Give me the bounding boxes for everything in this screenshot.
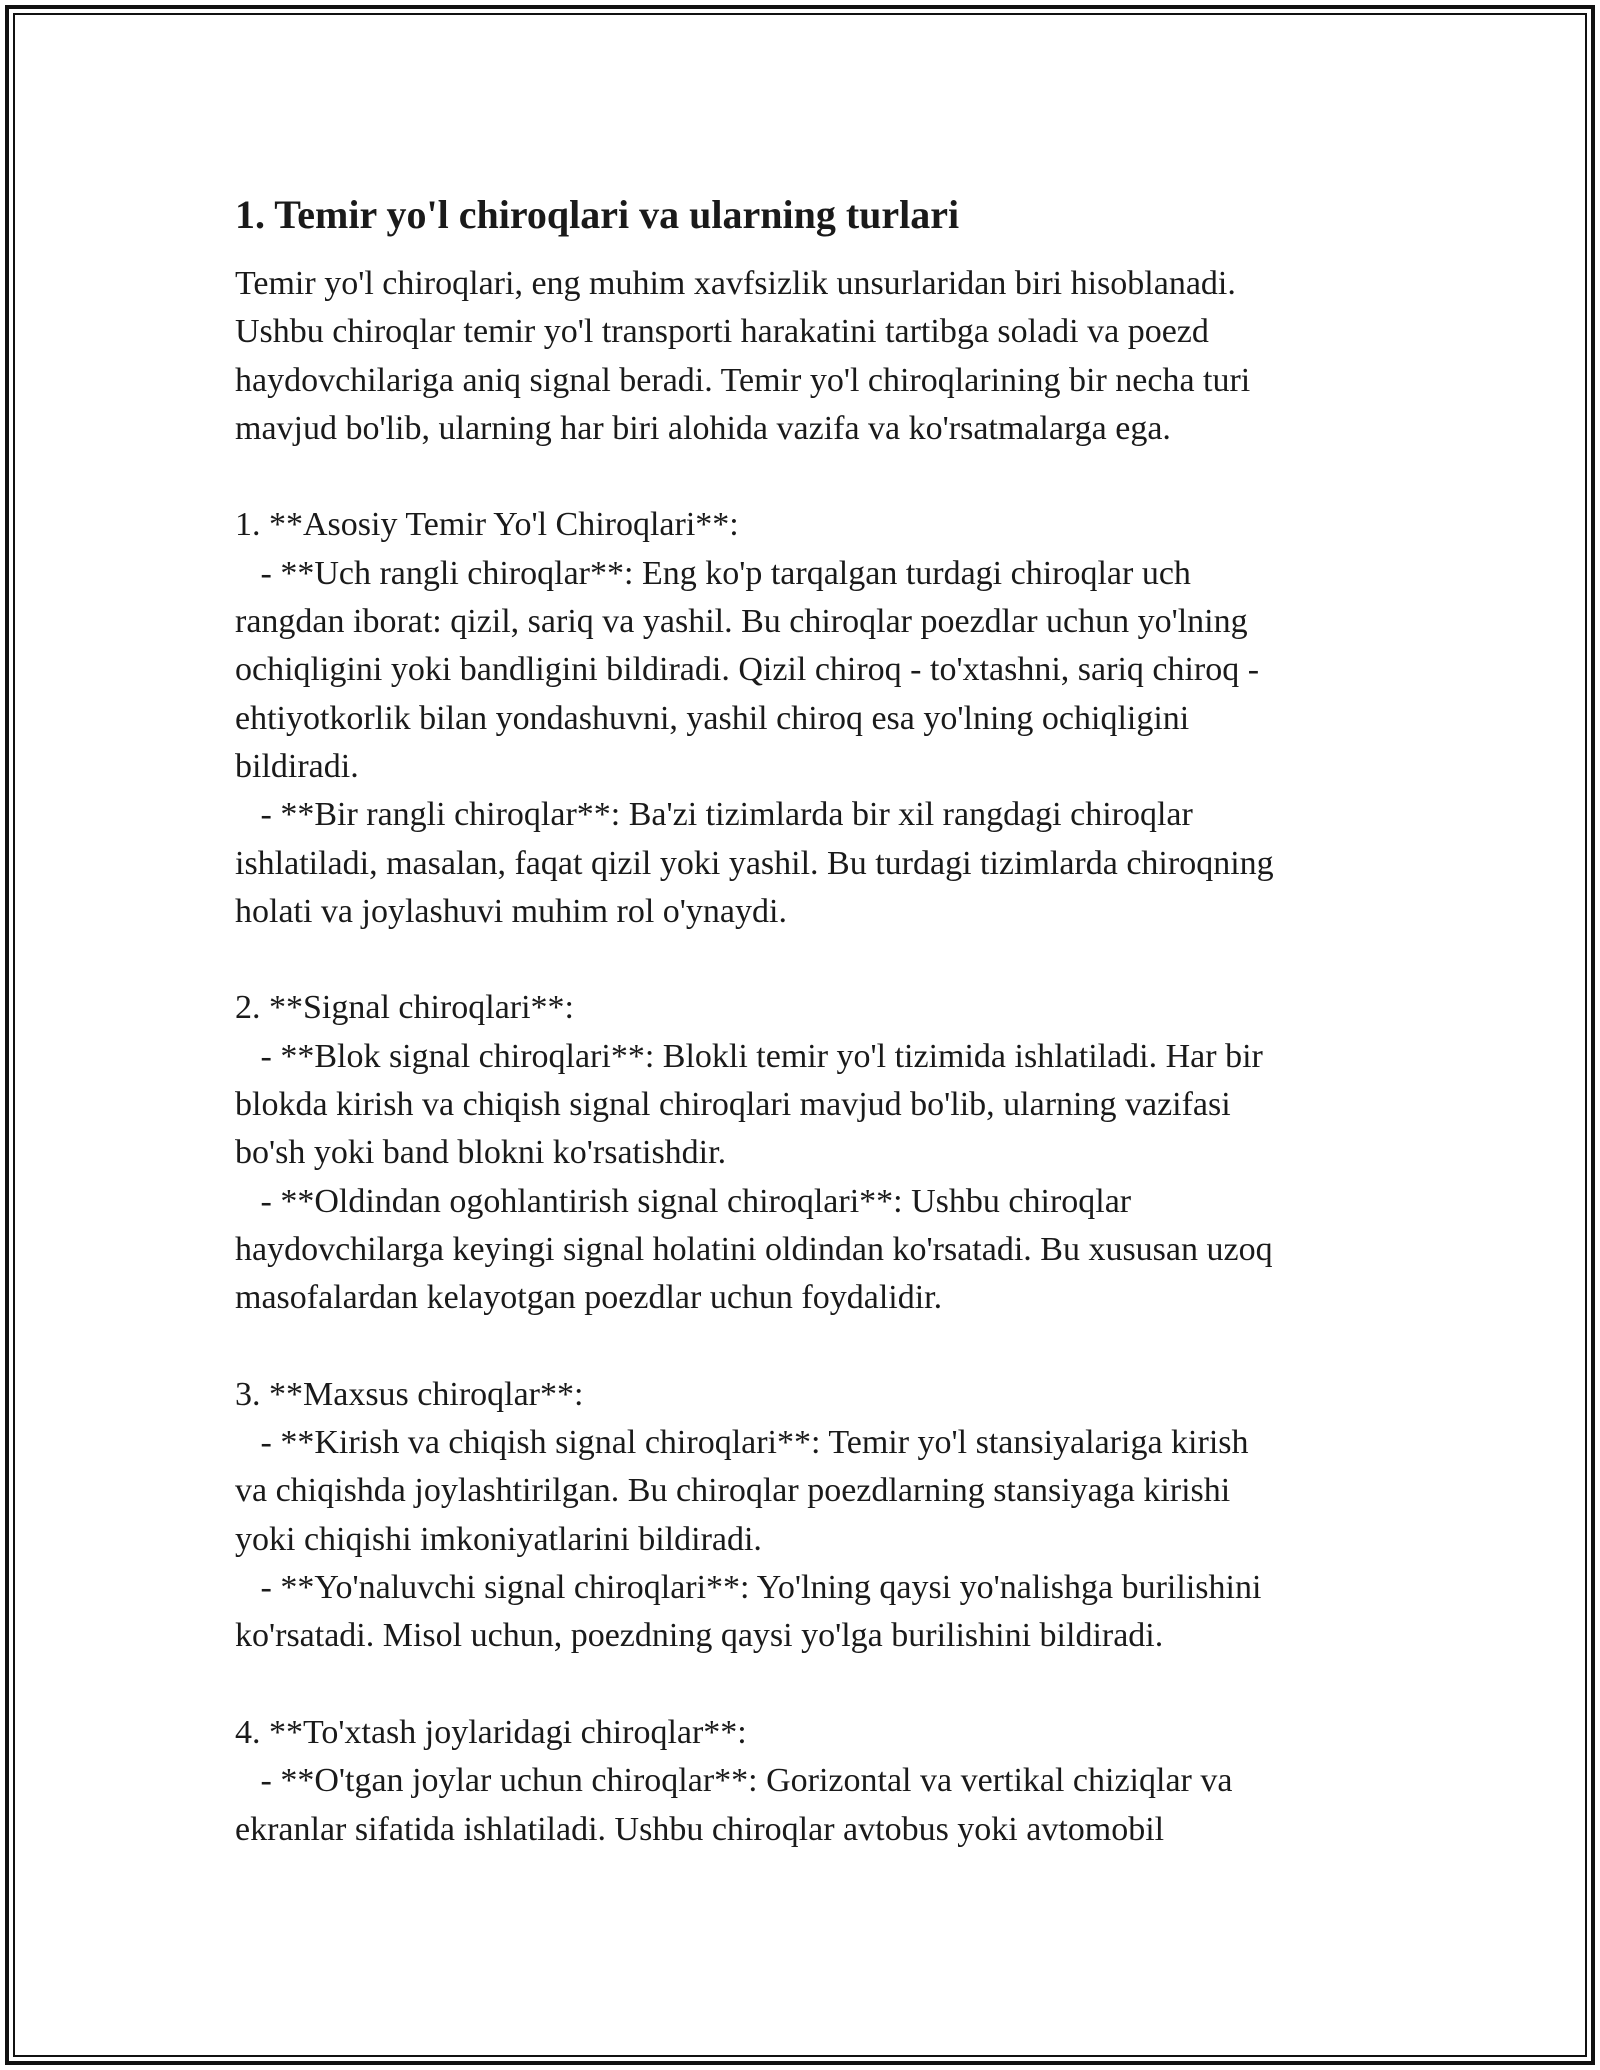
section-list [235, 501, 1375, 1853]
list-text-line: - **Bir rangli chiroqlar**: Ba'zi tizimlarda bir xil rangdagi chiroqlar [235, 796, 1193, 834]
list-section-title: 4. **To'xtash joylaridagi chiroqlar**: [235, 1713, 747, 1751]
list-text-line: ehtiyotkorlik bilan yondashuvni, yashil chiroq esa yo'lning ochiqligini [235, 699, 1190, 737]
list-section-title: 3. **Maxsus chiroqlar**: [235, 1375, 584, 1413]
list-text-line: - **Uch rangli chiroqlar**: Eng ko'p tarqalgan turdagi chiroqlar uch [235, 554, 1191, 592]
list-text-line: - **Blok signal chiroqlari**: Blokli temir yo'l tizimida ishlatiladi. Har bir [235, 1037, 1263, 1075]
list-section [235, 1709, 1375, 1854]
list-text-line: haydovchilarga keyingi signal holatini oldindan ko'rsatadi. Bu xususan uzoq [235, 1230, 1273, 1268]
list-section [235, 1371, 1375, 1661]
list-section-title: 2. **Signal chiroqlari**: [235, 989, 575, 1027]
list-text-line: ko'rsatadi. Misol uchun, poezdning qaysi yo'lga burilishini bildiradi. [235, 1617, 1164, 1655]
list-text-line: - **Yo'naluvchi signal chiroqlari**: Yo'lning qaysi yo'nalishga burilishini [235, 1569, 1262, 1607]
intro-paragraph: Temir yo'l chiroqlari, eng muhim xavfsizlik unsurlaridan biri hisoblanadi. Ushbu chiroqlar temir yo'l transporti harakatini tartibga soladi va poezd haydovchilariga aniq signal beradi. Temir yo'l chiroqlarining bir necha turi mavjud bo'lib, ularning har biri alohida vazifa va ko'rsatmalarga ega. [235, 265, 1251, 447]
list-text-line: yoki chiqishi imkoniyatlarini bildiradi. [235, 1520, 762, 1558]
list-text-line: holati va joylashuvi muhim rol o'ynaydi. [235, 892, 787, 930]
list-text-line: - **Oldindan ogohlantirish signal chiroqlari**: Ushbu chiroqlar [235, 1182, 1132, 1220]
list-section-title: 1. **Asosiy Temir Yo'l Chiroqlari**: [235, 506, 739, 544]
document-page [235, 186, 1375, 1854]
list-section [235, 984, 1375, 1322]
list-text-line: rangdan iborat: qizil, sariq va yashil. Bu chiroqlar poezdlar uchun yo'lning [235, 603, 1248, 641]
list-section [235, 501, 1375, 936]
section-heading: 1. Temir yo'l chiroqlari va ularning turlari [235, 192, 960, 237]
list-text-line: blokda kirish va chiqish signal chiroqlari mavjud bo'lib, ularning vazifasi [235, 1086, 1231, 1124]
list-text-line: ochiqligini yoki bandligini bildiradi. Qizil chiroq - to'xtashni, sariq chiroq - [235, 651, 1260, 689]
list-text-line: - **Kirish va chiqish signal chiroqlari**: Temir yo'l stansiyalariga kirish [235, 1424, 1249, 1462]
list-text-line: masofalardan kelayotgan poezdlar uchun foydalidir. [235, 1279, 943, 1317]
list-text-line: bo'sh yoki band blokni ko'rsatishdir. [235, 1134, 727, 1172]
list-text-line: ishlatiladi, masalan, faqat qizil yoki yashil. Bu turdagi tizimlarda chiroqning [235, 844, 1274, 882]
list-text-line: - **O'tgan joylar uchun chiroqlar**: Gorizontal va vertikal chiziqlar va [235, 1762, 1233, 1800]
list-text-line: ekranlar sifatida ishlatiladi. Ushbu chiroqlar avtobus yoki avtomobil [235, 1810, 1165, 1848]
list-text-line: va chiqishda joylashtirilgan. Bu chiroqlar poezdlarning stansiyaga kirishi [235, 1472, 1231, 1510]
list-text-line: bildiradi. [235, 747, 359, 785]
